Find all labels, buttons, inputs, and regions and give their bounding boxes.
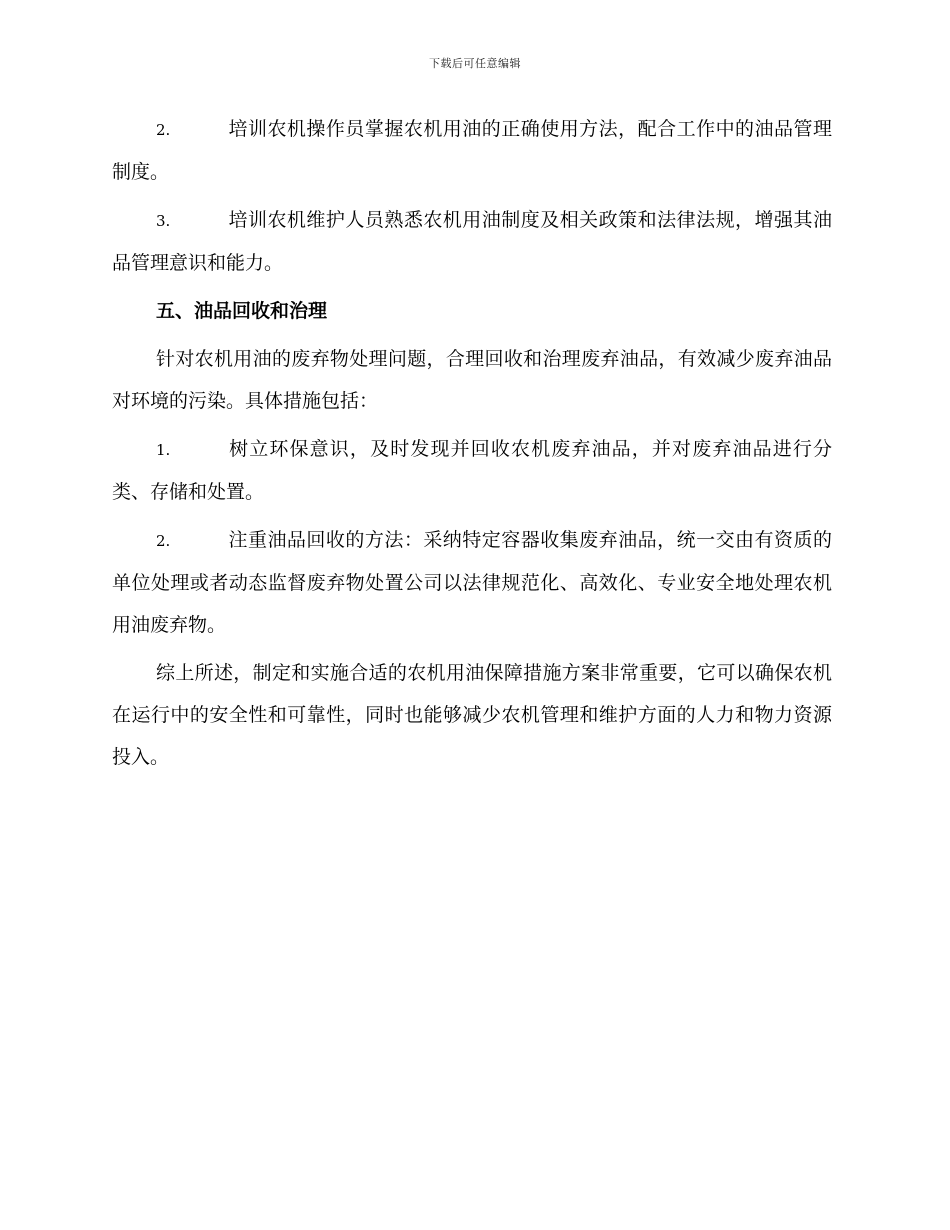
list-item-number: 3. <box>156 212 171 230</box>
list-item <box>112 199 832 284</box>
list-item-text: 培训农机操作员掌握农机用油的正确使用方法，配合工作中的油品管理制度。 <box>112 118 832 183</box>
list-item-number: 1. <box>156 441 171 459</box>
list-item-text: 注重油品回收的方法：采纳特定容器收集废弃油品，统一交由有资质的单位处理或者动态监督废弃物处置公司以法律规范化、高效化、专业安全地处理农机用油废弃物。 <box>112 529 832 636</box>
list-item <box>112 108 832 193</box>
conclusion-paragraph: 综上所述，制定和实施合适的农机用油保障措施方案非常重要，它可以确保农机在运行中的安全性和可靠性，同时也能够减少农机管理和维护方面的人力和物力资源投入。 <box>112 662 832 768</box>
list-item-number: 2. <box>156 532 171 550</box>
list-item <box>112 519 832 646</box>
page-header: 下载后可任意编辑 <box>429 57 521 70</box>
document-body <box>112 108 832 784</box>
list-item <box>112 428 832 513</box>
section-heading: 五、油品回收和治理 <box>156 300 328 322</box>
list-item-text: 树立环保意识，及时发现并回收农机废弃油品，并对废弃油品进行分类、存储和处置。 <box>112 438 832 503</box>
list-item-number: 2. <box>156 121 171 139</box>
list-item-text: 培训农机维护人员熟悉农机用油制度及相关政策和法律法规，增强其油品管理意识和能力。 <box>112 209 832 274</box>
intro-paragraph: 针对农机用油的废弃物处理问题，合理回收和治理废弃油品，有效减少废弃油品对环境的污染。具体措施包括： <box>112 348 832 412</box>
